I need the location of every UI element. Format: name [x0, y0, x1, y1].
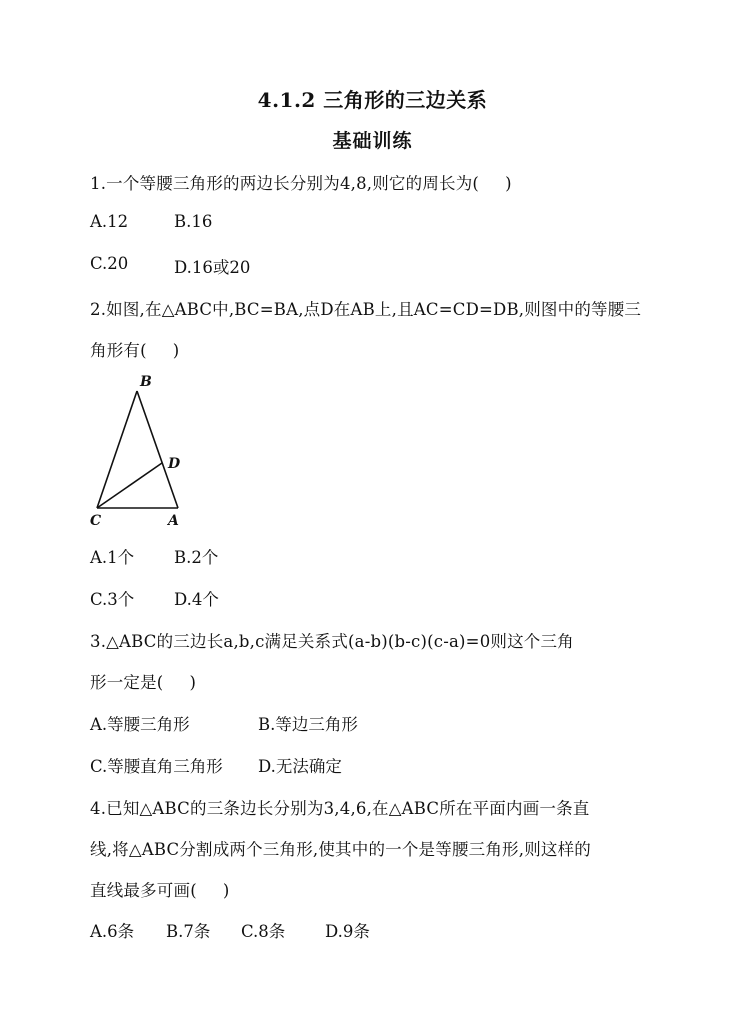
label-b: B: [140, 374, 152, 390]
question-2-stem-line-1: 2.如图,在△ABC中,BC=BA,点D在AB上,且AC=CD=DB,则图中的等腰三: [90, 300, 642, 319]
question-4-option-b: B.7条: [166, 922, 211, 941]
question-3-option-a: A.等腰三角形: [90, 715, 190, 734]
question-2-close-paren: ): [172, 341, 180, 360]
question-4-close-paren: ): [222, 881, 230, 900]
question-3-option-b: B.等边三角形: [258, 715, 358, 734]
segment-cb: [97, 391, 137, 508]
question-2-stem-line-2: [90, 337, 179, 361]
label-d: D: [168, 456, 181, 472]
question-2-option-d: D.4个: [174, 590, 219, 609]
section-title: 4.1.2 三角形的三边关系: [257, 88, 488, 112]
question-1-option-b: B.16: [174, 212, 213, 231]
question-4-stem-line-1: 4.已知△ABC的三条边长分别为3,4,6,在△ABC所在平面内画一条直: [90, 799, 590, 818]
label-a: A: [168, 513, 179, 529]
question-2-option-a: A.1个: [90, 548, 135, 567]
question-4-text: 直线最多可画(: [90, 881, 197, 900]
question-2-option-b: B.2个: [174, 548, 219, 567]
segment-ba: [137, 391, 178, 508]
question-4-stem-line-2: 线,将△ABC分割成两个三角形,使其中的一个是等腰三角形,则这样的: [90, 840, 591, 859]
question-3-stem-line-1: 3.△ABC的三边长a,b,c满足关系式(a-b)(b-c)(c-a)=0则这个三角: [90, 632, 574, 651]
triangle-figure: [82, 368, 202, 530]
question-1-option-d: D.16或20: [174, 258, 251, 277]
question-1-text: 1.一个等腰三角形的两边长分别为4,8,则它的周长为(: [90, 174, 480, 193]
section-subtitle: 基础训练: [332, 130, 413, 152]
question-4-stem-line-3: [90, 877, 229, 901]
question-1-option-a: A.12: [90, 212, 129, 231]
question-3-option-c: C.等腰直角三角形: [90, 757, 223, 776]
question-2-text: 角形有(: [90, 341, 147, 360]
question-1-close-paren: ): [505, 174, 512, 193]
question-4-option-d: D.9条: [325, 922, 370, 941]
question-3-stem-line-2: [90, 669, 196, 693]
label-c: C: [90, 513, 102, 529]
question-3-option-d: D.无法确定: [258, 757, 342, 776]
question-1-option-c: C.20: [90, 254, 129, 273]
question-4-option-c: C.8条: [241, 922, 286, 941]
question-2-option-c: C.3个: [90, 590, 135, 609]
question-3-text: 形一定是(: [90, 673, 164, 692]
question-4-option-a: A.6条: [90, 922, 135, 941]
question-1-stem: [90, 170, 512, 194]
segment-cd: [97, 463, 162, 508]
question-3-close-paren: ): [189, 673, 197, 692]
